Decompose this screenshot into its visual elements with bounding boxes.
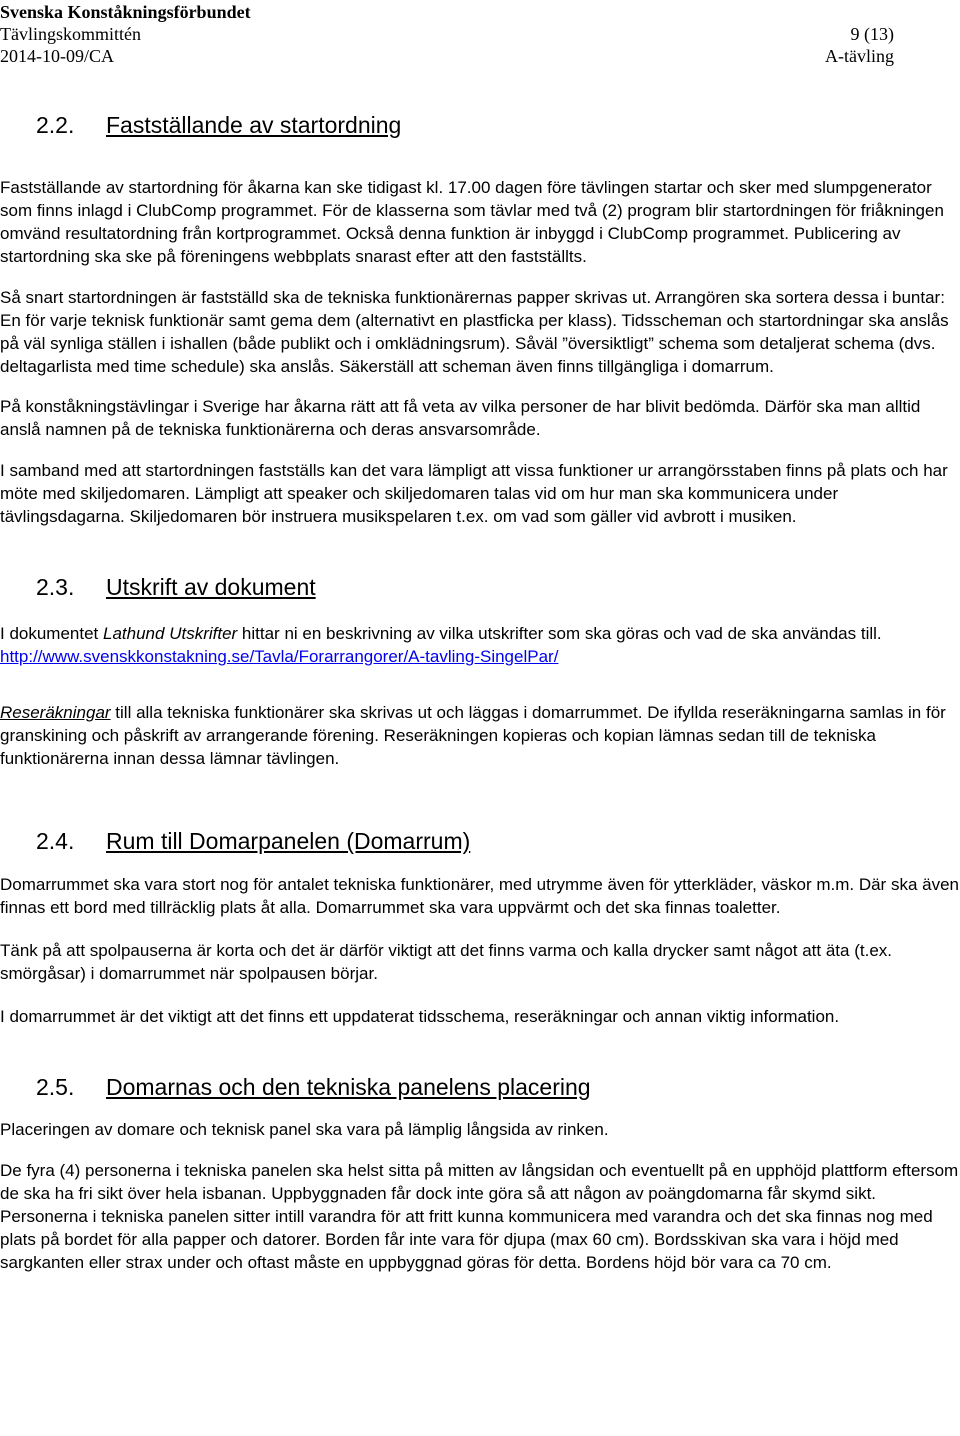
document-name: Lathund Utskrifter [103, 624, 238, 643]
section-title: Fastställande av startordning [106, 112, 402, 138]
section-title: Rum till Domarpanelen (Domarrum) [106, 828, 471, 854]
document-body [0, 110, 960, 1274]
term-reserakningar: Reseräkningar [0, 703, 111, 722]
section-heading-2-2 [0, 110, 960, 140]
text-run: till alla tekniska funktionärer ska skrivas ut och läggas i domarrummet. De ifyllda reseräkningarna samlas in för granskining och påskrift av arrangerande förening. Reseräkningen kopieras och kopian lämnas sedan till de tekniska funktionärerna innan dessa lämnar tävlingen. [0, 703, 946, 768]
paragraph [0, 622, 960, 668]
organization-name: Svenska Konståkningsförbundet [0, 2, 251, 22]
page-number: 9 (13) [850, 24, 894, 44]
committee-name: Tävlingskommittén [0, 24, 141, 44]
document-date-code: 2014-10-09/CA [0, 46, 114, 66]
section-heading-2-4 [0, 826, 960, 856]
paragraph: Fastställande av startordning för åkarna kan ske tidigast kl. 17.00 dagen före tävlingen startar och sker med slumpgenerator som finns inlagd i ClubComp programmet. För de klasserna som tävlar med två (2) program blir startordningen för friåkningen omvänd resultatordning från kortprogrammet. Också denna funktion är inbyggd i ClubComp programmet. Publicering av startordning ska ske på föreningens webbplats snarast efter att den fastställts. [0, 178, 944, 266]
paragraph: Domarrummet ska vara stort nog för antalet tekniska funktionärer, med utrymme även för ytterkläder, väskor m.m. Där ska även finnas ett bord med tillräcklig plats åt alla. Domarrummet ska vara uppvärmt och det ska finnas toaletter. [0, 875, 959, 917]
paragraph: Så snart startordningen är fastställd ska de tekniska funktionärernas papper skrivas ut. Arrangören ska sortera dessa i buntar: En för varje teknisk funktionär samt gema dem (alternativt en plastficka per klass). Tidsscheman och startordningar ska anslås på väl synliga ställen i ishallen (både publikt och i omklädningsrum). Såväl ”översiktligt” schema som detaljerat schema (dvs. deltagarlista med time schedule) ska anslås. Säkerställ att scheman även finns tillgängliga i domarrum. [0, 288, 949, 376]
paragraph: I samband med att startordningen fastställs kan det vara lämpligt att vissa funktioner ur arrangörsstaben finns på plats och har möte med skiljedomaren. Lämpligt att speaker och skiljedomaren talas vid om hur man ska kommunicera under tävlingsdagarna. Skiljedomaren bör instruera musikspelaren t.ex. om vad som gäller vid avbrott i musiken. [0, 461, 948, 526]
section-number: 2.5. [36, 1074, 75, 1100]
section-heading-2-3 [0, 572, 960, 602]
section-number: 2.2. [36, 112, 75, 138]
section-number: 2.3. [36, 574, 75, 600]
section-title: Utskrift av dokument [106, 574, 316, 600]
svenskkonstakning-link[interactable]: http://www.svenskkonstakning.se/Tavla/Forarrangorer/A-tavling-SingelPar/ [0, 647, 559, 666]
paragraph: De fyra (4) personerna i tekniska panelen ska helst sitta på mitten av långsidan och eventuellt på en upphöjd plattform eftersom de ska ha fri sikt över hela isbanan. Uppbyggnaden får dock inte göra så att någon av poängdomarna får skymd sikt. Personerna i tekniska panelen sitter intill varandra för att fritt kunna kommunicera med varandra och det ska finnas nog med plats på bordet för alla papper och datorer. Borden får inte vara för djupa (max 60 cm). Bordsskivan ska vara i höjd med sargkanten eller strax under och oftast måste en uppbyggnad göras för detta. Bordens höjd bör vara ca 70 cm. [0, 1161, 959, 1272]
section-number: 2.4. [36, 828, 75, 854]
section-title: Domarnas och den tekniska panelens placering [106, 1074, 591, 1100]
text-run: I dokumentet [0, 624, 104, 643]
paragraph [0, 701, 960, 770]
competition-type: A-tävling [825, 46, 894, 66]
text-run: hittar ni en beskrivning av vilka utskrifter som ska göras och vad de ska användas till. [237, 624, 882, 643]
paragraph: På konståkningstävlingar i Sverige har åkarna rätt att få veta av vilka personer de har blivit bedömda. Därför ska man alltid anslå namnen på de tekniska funktionärerna och deras ansvarsområde. [0, 397, 921, 439]
paragraph: I domarrummet är det viktigt att det finns ett uppdaterat tidsschema, reseräkningar och annan viktig information. [0, 1007, 840, 1026]
section-heading-2-5 [0, 1072, 960, 1102]
paragraph: Placeringen av domare och teknisk panel ska vara på lämplig långsida av rinken. [0, 1120, 609, 1139]
paragraph: Tänk på att spolpauserna är korta och det är därför viktigt att det finns varma och kalla drycker samt något att äta (t.ex. smörgåsar) i domarrummet när spolpausen börjar. [0, 941, 892, 983]
